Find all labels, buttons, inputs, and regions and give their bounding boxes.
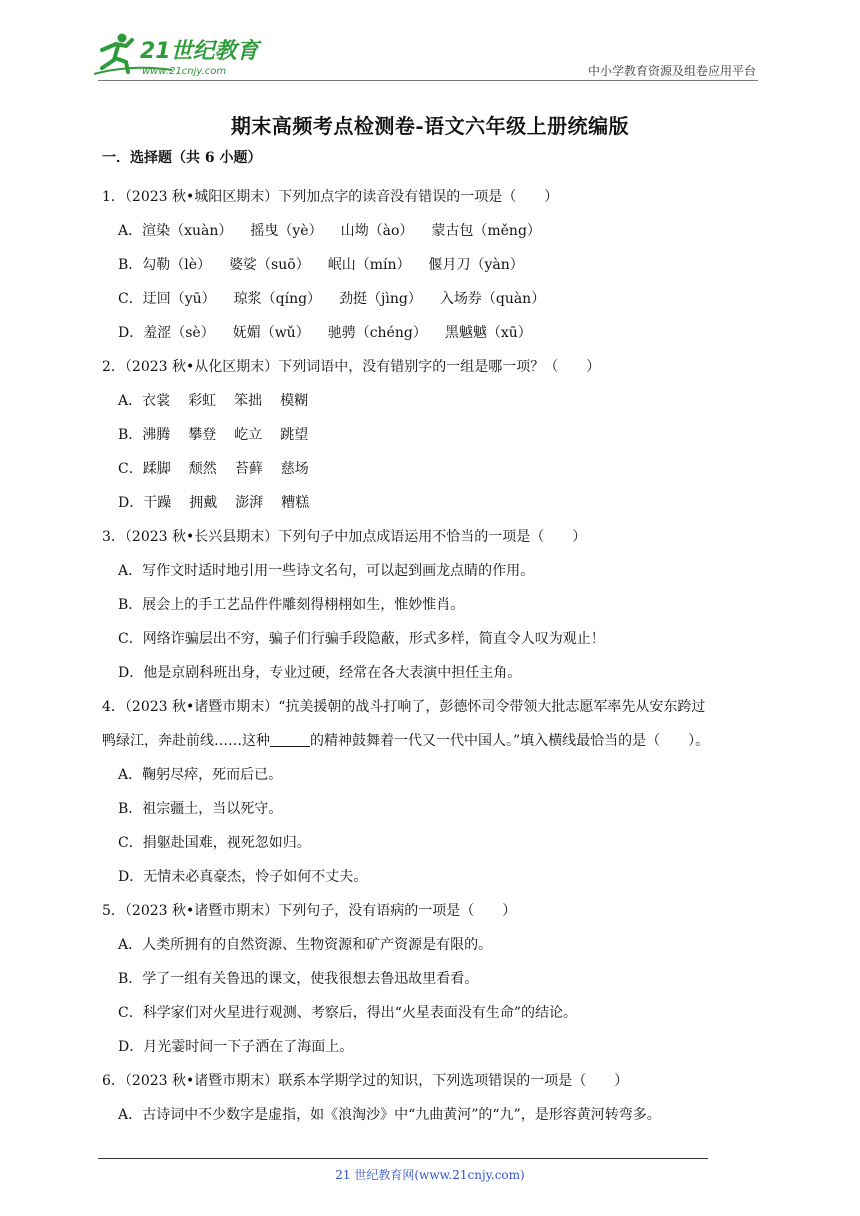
option-c: C．网络诈骗层出不穷，骗子们行骗手段隐蔽，形式多样，简直令人叹为观止！ — [118, 631, 605, 647]
question-list — [98, 146, 766, 1132]
option-b: B．展会上的手工艺品件件雕刻得栩栩如生，惟妙惟肖。 — [118, 597, 465, 613]
question-4 — [98, 690, 766, 894]
option-word: A．衣裳 — [118, 393, 171, 409]
option-word: 苔藓 — [234, 461, 263, 477]
option-word: 糟糕 — [281, 495, 310, 511]
option-word: 山坳（ào） — [340, 223, 414, 239]
option-word: 攀登 — [188, 427, 217, 443]
question-stem-continued — [98, 724, 766, 758]
option-a: A．古诗词中不少数字是虚指，如《浪淘沙》中“九曲黄河”的“九”，是形容黄河转弯多。 — [118, 1107, 661, 1123]
option-word: 劲挺（jìng） — [339, 291, 422, 307]
option-word: C．迂回（yū） — [118, 291, 216, 307]
option-word: 屹立 — [234, 427, 263, 443]
option-word: D．干躁 — [118, 495, 172, 511]
option-word: 驰骋（chéng） — [327, 325, 427, 341]
option-word: 婆娑（suō） — [229, 257, 310, 273]
option-word: B．勾勒（lè） — [118, 257, 212, 273]
option-word: 笨拙 — [234, 393, 263, 409]
section-heading: 一．选择题（共 6 小题） — [102, 150, 262, 166]
option-b: B．祖宗疆土，当以死守。 — [118, 801, 283, 817]
header-divider — [98, 80, 758, 81]
option-word: 跳望 — [280, 427, 309, 443]
question-stem: 2．（2023 秋•从化区期末）下列词语中，没有错别字的一组是哪一项？（ ） — [102, 359, 601, 375]
option-d: D．无情未必真豪杰，怜子如何不丈夫。 — [118, 869, 368, 885]
option-c: C．捐躯赴国难，视死忽如归。 — [118, 835, 311, 851]
footer-link[interactable]: 21 世纪教育网(www.21cnjy.com) — [335, 1168, 525, 1182]
21cnjy-logo — [92, 30, 262, 80]
platform-name: 中小学教育资源及组卷应用平台 — [587, 64, 756, 78]
option-word: 澎湃 — [235, 495, 264, 511]
option-word: 偃月刀（yàn） — [428, 257, 524, 273]
question-stem: 5．（2023 秋•诸暨市期末）下列句子，没有语病的一项是（ ） — [102, 903, 517, 919]
option-word: 拥戴 — [189, 495, 218, 511]
option-word: D．羞涩（sè） — [118, 325, 215, 341]
option-word: 颓然 — [188, 461, 217, 477]
question-stem: 3．（2023 秋•长兴县期末）下列句子中加点成语运用不恰当的一项是（ ） — [102, 529, 587, 545]
logo-url-text: www.21cnjy.com — [142, 66, 227, 77]
option-d — [98, 486, 766, 520]
question-stem: 1．（2023 秋•城阳区期末）下列加点字的读音没有错误的一项是（ ） — [102, 189, 559, 205]
option-word: 黑魆魆（xū） — [444, 325, 532, 341]
option-word: 岷山（mín） — [327, 257, 411, 273]
question-5 — [98, 894, 766, 1064]
option-a — [98, 214, 766, 248]
document-title: 期末高频考点检测卷-语文六年级上册统编版 — [230, 114, 630, 138]
page-header — [0, 0, 860, 90]
stem-part: 鸭绿江，奔赴前线……这种 — [102, 733, 270, 749]
option-word: C．蹂脚 — [118, 461, 171, 477]
option-word: 彩虹 — [188, 393, 217, 409]
option-word: 摇曳（yè） — [250, 223, 323, 239]
option-b — [98, 248, 766, 282]
option-a: A．人类所拥有的自然资源、生物资源和矿产资源是有限的。 — [118, 937, 493, 953]
option-word: A．渲染（xuàn） — [118, 223, 233, 239]
option-a — [98, 384, 766, 418]
option-c: C．科学家们对火星进行观测、考察后，得出“火星表面没有生命”的结论。 — [118, 1005, 578, 1021]
option-word: 慈场 — [280, 461, 309, 477]
option-d — [98, 316, 766, 350]
option-d: D．他是京剧科班出身，专业过硬，经常在各大表演中担任主角。 — [118, 665, 522, 681]
option-word: 妩媚（wǔ） — [232, 325, 310, 341]
option-a: A．鞠躬尽瘁，死而后已。 — [118, 767, 283, 783]
fill-blank — [270, 730, 310, 747]
footer-divider — [98, 1158, 708, 1159]
logo-graphic — [92, 30, 262, 80]
question-stem: 4．（2023 秋•诸暨市期末）“抗美援朝的战斗打响了，彭德怀司令带领大批志愿军率先从安东跨过 — [102, 699, 706, 715]
question-stem: 6．（2023 秋•诸暨市期末）联系本学期学过的知识，下列选项错误的一项是（ ） — [102, 1073, 629, 1089]
question-2 — [98, 350, 766, 520]
stem-part: 的精神鼓舞着一代又一代中国人。”填入横线最恰当的是（ ）。 — [310, 733, 710, 749]
option-word: B．沸腾 — [118, 427, 171, 443]
logo-main-text: 21世纪教育 — [140, 39, 259, 64]
option-a: A．写作文时适时地引用一些诗文名句，可以起到画龙点睛的作用。 — [118, 563, 535, 579]
option-c — [98, 452, 766, 486]
option-word: 模糊 — [280, 393, 309, 409]
option-d: D．月光霎时间一下子洒在了海面上。 — [118, 1039, 354, 1055]
option-b — [98, 418, 766, 452]
option-word: 蒙古包（měng） — [431, 223, 541, 239]
option-b: B．学了一组有关鲁迅的课文，使我很想去鲁迅故里看看。 — [118, 971, 479, 987]
question-6 — [98, 1064, 766, 1132]
option-word: 入场券（quàn） — [439, 291, 546, 307]
question-3 — [98, 520, 766, 690]
option-c — [98, 282, 766, 316]
question-1 — [98, 180, 766, 350]
option-word: 琼浆（qíng） — [233, 291, 322, 307]
